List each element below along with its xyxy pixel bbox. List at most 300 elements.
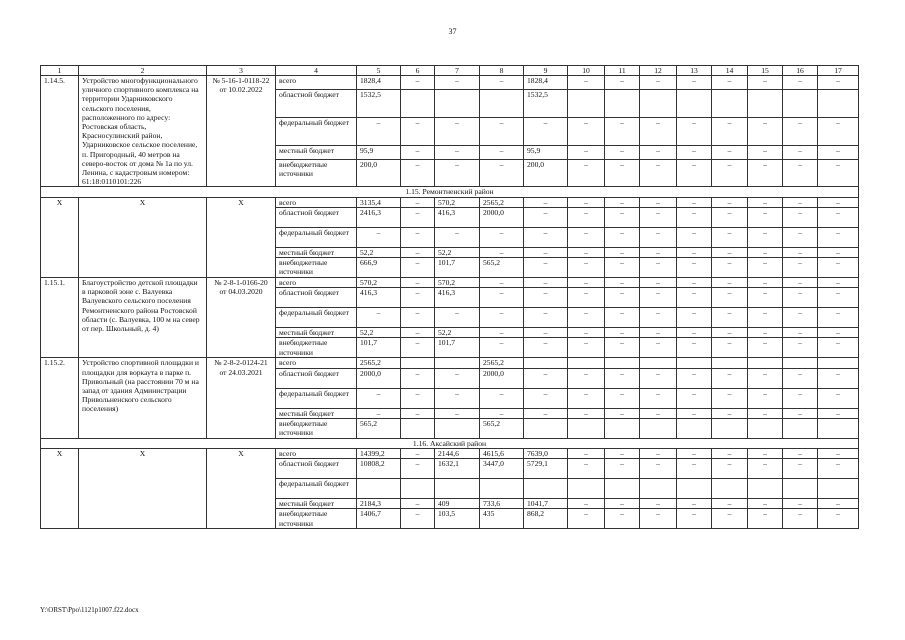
header-cell: 13 <box>677 66 712 76</box>
value-cell: – <box>401 227 435 247</box>
value-cell <box>640 358 677 368</box>
value-cell <box>568 90 605 118</box>
value-cell: – <box>677 227 712 247</box>
value-cell <box>524 418 568 438</box>
funding-source: федеральный бюджет <box>276 308 357 328</box>
document-reference: X <box>207 449 276 529</box>
document-reference: № 2-8-2-0124-21 от 24.03.2021 <box>207 358 276 438</box>
value-cell: – <box>480 388 524 408</box>
value-cell: – <box>435 308 480 328</box>
value-cell: 200,0 <box>357 159 401 187</box>
value-cell: – <box>748 207 783 227</box>
value-cell: – <box>605 308 640 328</box>
table-row <box>41 76 859 90</box>
value-cell: – <box>524 408 568 418</box>
value-cell: – <box>712 288 748 308</box>
funding-source: местный бюджет <box>276 247 357 257</box>
value-cell: 3135,4 <box>357 197 401 207</box>
value-cell: – <box>640 408 677 418</box>
value-cell: – <box>524 227 568 247</box>
value-cell: – <box>401 76 435 90</box>
value-cell: – <box>568 278 605 288</box>
value-cell: – <box>748 258 783 278</box>
value-cell: – <box>712 368 748 388</box>
value-cell: 2565,2 <box>480 197 524 207</box>
value-cell: – <box>818 76 859 90</box>
funding-source: областной бюджет <box>276 288 357 308</box>
value-cell: – <box>401 258 435 278</box>
value-cell: – <box>605 159 640 187</box>
value-cell: 1041,7 <box>524 499 568 509</box>
value-cell: – <box>401 207 435 227</box>
value-cell <box>401 418 435 438</box>
table-row <box>41 278 859 288</box>
funding-source: федеральный бюджет <box>276 479 357 499</box>
value-cell: – <box>401 308 435 328</box>
value-cell: – <box>640 328 677 338</box>
section-title: 1.15. Ремонтненский район <box>41 187 859 197</box>
value-cell: – <box>568 145 605 159</box>
value-cell: – <box>783 368 818 388</box>
funding-source: всего <box>276 278 357 288</box>
value-cell: – <box>568 117 605 145</box>
value-cell: – <box>712 159 748 187</box>
value-cell <box>401 90 435 118</box>
value-cell <box>712 479 748 499</box>
value-cell: 435 <box>480 509 524 529</box>
value-cell: 2184,3 <box>357 499 401 509</box>
value-cell: – <box>677 408 712 418</box>
value-cell: – <box>401 247 435 257</box>
value-cell: – <box>480 278 524 288</box>
value-cell: 10808,2 <box>357 459 401 479</box>
value-cell: – <box>677 308 712 328</box>
value-cell: 1532,5 <box>357 90 401 118</box>
value-cell: – <box>677 338 712 358</box>
value-cell: – <box>401 408 435 418</box>
funding-source: внебюджетные источники <box>276 509 357 529</box>
value-cell <box>605 479 640 499</box>
funding-source: всего <box>276 449 357 459</box>
value-cell: – <box>677 388 712 408</box>
value-cell: – <box>568 76 605 90</box>
funding-source: всего <box>276 76 357 90</box>
value-cell: 2565,2 <box>357 358 401 368</box>
value-cell: – <box>712 197 748 207</box>
value-cell: – <box>524 278 568 288</box>
value-cell: – <box>712 308 748 328</box>
value-cell: – <box>677 117 712 145</box>
value-cell: 7639,0 <box>524 449 568 459</box>
value-cell <box>435 90 480 118</box>
value-cell: – <box>677 197 712 207</box>
value-cell: – <box>568 499 605 509</box>
item-number: 1.14.5. <box>41 76 79 187</box>
value-cell: 565,2 <box>480 258 524 278</box>
item-number: X <box>41 197 79 277</box>
value-cell: – <box>480 408 524 418</box>
value-cell: – <box>640 207 677 227</box>
value-cell <box>435 358 480 368</box>
value-cell <box>748 90 783 118</box>
value-cell: 5729,1 <box>524 459 568 479</box>
value-cell: – <box>818 449 859 459</box>
value-cell: – <box>568 308 605 328</box>
header-cell: 3 <box>207 66 276 76</box>
funding-source: местный бюджет <box>276 145 357 159</box>
value-cell: – <box>568 258 605 278</box>
funding-source: внебюджетные источники <box>276 159 357 187</box>
value-cell: – <box>748 117 783 145</box>
value-cell: – <box>783 388 818 408</box>
value-cell: – <box>818 338 859 358</box>
header-cell: 6 <box>401 66 435 76</box>
value-cell <box>640 479 677 499</box>
value-cell: – <box>605 207 640 227</box>
value-cell <box>818 479 859 499</box>
funding-source: всего <box>276 358 357 368</box>
value-cell: 1828,4 <box>524 76 568 90</box>
value-cell: – <box>818 328 859 338</box>
value-cell: – <box>818 368 859 388</box>
value-cell: – <box>605 117 640 145</box>
value-cell: – <box>401 499 435 509</box>
value-cell: – <box>677 459 712 479</box>
value-cell: – <box>605 197 640 207</box>
value-cell: – <box>568 388 605 408</box>
value-cell: – <box>748 308 783 328</box>
value-cell: – <box>480 159 524 187</box>
value-cell: – <box>783 499 818 509</box>
value-cell: 4615,6 <box>480 449 524 459</box>
value-cell: – <box>480 308 524 328</box>
value-cell: – <box>640 499 677 509</box>
value-cell <box>783 90 818 118</box>
value-cell: – <box>524 207 568 227</box>
value-cell: – <box>605 368 640 388</box>
value-cell: – <box>357 117 401 145</box>
value-cell: – <box>357 308 401 328</box>
header-cell: 4 <box>276 66 357 76</box>
value-cell: 1828,4 <box>357 76 401 90</box>
value-cell: – <box>401 278 435 288</box>
header-cell: 15 <box>748 66 783 76</box>
value-cell: – <box>712 247 748 257</box>
funding-source: местный бюджет <box>276 328 357 338</box>
section-header-row <box>41 438 859 448</box>
value-cell: – <box>677 159 712 187</box>
value-cell: – <box>568 449 605 459</box>
value-cell: 570,2 <box>435 278 480 288</box>
value-cell: – <box>677 368 712 388</box>
value-cell: – <box>568 247 605 257</box>
value-cell: – <box>712 117 748 145</box>
value-cell: – <box>748 145 783 159</box>
value-cell: – <box>568 509 605 529</box>
value-cell: 200,0 <box>524 159 568 187</box>
header-cell: 11 <box>605 66 640 76</box>
column-number-header <box>41 66 859 76</box>
object-name: Устройство спортивной площадки и площадки для воркаута в парке п. Привольный (на расстоянии 70 м на запад от здания Администрации Привольненского сельского поселения) <box>79 358 207 438</box>
value-cell: – <box>640 308 677 328</box>
value-cell: – <box>524 368 568 388</box>
value-cell <box>401 479 435 499</box>
value-cell: – <box>524 328 568 338</box>
value-cell: – <box>783 509 818 529</box>
value-cell: – <box>435 145 480 159</box>
header-cell: 2 <box>79 66 207 76</box>
value-cell: – <box>783 227 818 247</box>
value-cell: – <box>605 408 640 418</box>
value-cell: – <box>748 408 783 418</box>
object-name: Благоустройство детской площадки в парковой зоне с. Валуевка Валуевского сельского поселения Ремонтненского района Ростовской области (с. Валуевка, 100 м на север от пер. Школьный, д. 4) <box>79 278 207 358</box>
value-cell: – <box>640 117 677 145</box>
value-cell <box>783 479 818 499</box>
value-cell: – <box>677 207 712 227</box>
value-cell: – <box>640 509 677 529</box>
value-cell: – <box>401 288 435 308</box>
value-cell: – <box>677 509 712 529</box>
value-cell: – <box>748 328 783 338</box>
value-cell: – <box>712 459 748 479</box>
value-cell: – <box>435 227 480 247</box>
document-reference: X <box>207 197 276 277</box>
value-cell: 103,5 <box>435 509 480 529</box>
value-cell: – <box>524 117 568 145</box>
value-cell: 14399,2 <box>357 449 401 459</box>
funding-source: областной бюджет <box>276 368 357 388</box>
value-cell <box>435 479 480 499</box>
value-cell: – <box>818 388 859 408</box>
funding-source: всего <box>276 197 357 207</box>
value-cell: – <box>568 197 605 207</box>
value-cell <box>748 358 783 368</box>
value-cell: 570,2 <box>357 278 401 288</box>
value-cell: – <box>435 408 480 418</box>
value-cell: – <box>712 509 748 529</box>
value-cell: 2416,3 <box>357 207 401 227</box>
value-cell <box>568 479 605 499</box>
value-cell: – <box>605 227 640 247</box>
value-cell: – <box>818 408 859 418</box>
value-cell: – <box>480 338 524 358</box>
value-cell: – <box>605 388 640 408</box>
value-cell: – <box>818 278 859 288</box>
value-cell: – <box>640 338 677 358</box>
value-cell: – <box>640 368 677 388</box>
value-cell: 416,3 <box>357 288 401 308</box>
value-cell: – <box>783 247 818 257</box>
value-cell: – <box>783 328 818 338</box>
value-cell: – <box>783 459 818 479</box>
value-cell: – <box>568 368 605 388</box>
value-cell: 52,2 <box>357 328 401 338</box>
value-cell: – <box>480 145 524 159</box>
value-cell <box>818 418 859 438</box>
value-cell: 565,2 <box>480 418 524 438</box>
value-cell: – <box>640 247 677 257</box>
value-cell <box>480 479 524 499</box>
value-cell <box>401 358 435 368</box>
value-cell: – <box>568 207 605 227</box>
value-cell: – <box>818 308 859 328</box>
value-cell: – <box>818 159 859 187</box>
value-cell: – <box>640 449 677 459</box>
value-cell: – <box>640 288 677 308</box>
value-cell: – <box>640 145 677 159</box>
value-cell: – <box>748 368 783 388</box>
value-cell: – <box>748 449 783 459</box>
header-cell: 17 <box>818 66 859 76</box>
value-cell: – <box>677 145 712 159</box>
funding-source: федеральный бюджет <box>276 117 357 145</box>
value-cell: – <box>712 278 748 288</box>
value-cell: – <box>480 247 524 257</box>
value-cell: – <box>818 227 859 247</box>
value-cell <box>524 358 568 368</box>
value-cell: 3447,0 <box>480 459 524 479</box>
value-cell: – <box>435 159 480 187</box>
value-cell <box>712 418 748 438</box>
value-cell: – <box>640 278 677 288</box>
value-cell: – <box>748 338 783 358</box>
value-cell: – <box>748 197 783 207</box>
value-cell: – <box>748 388 783 408</box>
object-name: X <box>79 449 207 529</box>
header-cell: 10 <box>568 66 605 76</box>
funding-source: федеральный бюджет <box>276 227 357 247</box>
table-row <box>41 197 859 207</box>
header-cell: 14 <box>712 66 748 76</box>
value-cell: 666,9 <box>357 258 401 278</box>
value-cell: 2000,0 <box>480 368 524 388</box>
value-cell: – <box>524 258 568 278</box>
value-cell <box>640 418 677 438</box>
footer-file-path: Y:\ORST\Ppo\1121p1007.f22.docx <box>40 606 139 614</box>
value-cell: – <box>401 159 435 187</box>
value-cell: – <box>568 338 605 358</box>
value-cell: – <box>748 499 783 509</box>
value-cell: – <box>783 207 818 227</box>
value-cell: – <box>401 459 435 479</box>
value-cell: – <box>712 145 748 159</box>
value-cell: 101,7 <box>357 338 401 358</box>
value-cell: – <box>480 288 524 308</box>
value-cell: – <box>605 76 640 90</box>
value-cell: – <box>435 76 480 90</box>
value-cell: – <box>357 388 401 408</box>
funding-source: федеральный бюджет <box>276 388 357 408</box>
value-cell: – <box>748 459 783 479</box>
value-cell: – <box>712 388 748 408</box>
value-cell: 1532,5 <box>524 90 568 118</box>
value-cell: – <box>783 278 818 288</box>
value-cell <box>605 418 640 438</box>
value-cell <box>568 418 605 438</box>
value-cell: – <box>748 509 783 529</box>
value-cell <box>480 90 524 118</box>
value-cell: – <box>605 459 640 479</box>
value-cell <box>748 418 783 438</box>
value-cell: 409 <box>435 499 480 509</box>
value-cell: – <box>712 499 748 509</box>
value-cell: – <box>435 388 480 408</box>
value-cell: – <box>748 227 783 247</box>
value-cell: – <box>568 227 605 247</box>
value-cell <box>748 479 783 499</box>
value-cell: 1632,1 <box>435 459 480 479</box>
value-cell: – <box>677 278 712 288</box>
value-cell: – <box>605 247 640 257</box>
table-row <box>41 358 859 368</box>
value-cell: – <box>818 288 859 308</box>
value-cell: – <box>783 145 818 159</box>
value-cell: – <box>818 207 859 227</box>
value-cell <box>783 358 818 368</box>
value-cell: – <box>818 459 859 479</box>
value-cell: – <box>357 227 401 247</box>
value-cell: – <box>568 459 605 479</box>
value-cell: 2565,2 <box>480 358 524 368</box>
value-cell: – <box>712 449 748 459</box>
value-cell <box>524 479 568 499</box>
value-cell: – <box>677 499 712 509</box>
section-header-row <box>41 187 859 197</box>
value-cell: – <box>640 258 677 278</box>
value-cell: – <box>677 76 712 90</box>
value-cell: 101,7 <box>435 258 480 278</box>
value-cell: – <box>605 509 640 529</box>
header-cell: 9 <box>524 66 568 76</box>
value-cell: – <box>677 449 712 459</box>
value-cell: – <box>568 159 605 187</box>
value-cell <box>677 90 712 118</box>
value-cell: – <box>818 258 859 278</box>
item-number: X <box>41 449 79 529</box>
value-cell <box>677 479 712 499</box>
value-cell: – <box>605 258 640 278</box>
value-cell: 868,2 <box>524 509 568 529</box>
value-cell: – <box>605 328 640 338</box>
value-cell: – <box>712 76 748 90</box>
value-cell: – <box>401 117 435 145</box>
funding-source: областной бюджет <box>276 90 357 118</box>
value-cell: – <box>568 328 605 338</box>
value-cell: 416,3 <box>435 207 480 227</box>
value-cell: – <box>748 159 783 187</box>
value-cell: – <box>640 159 677 187</box>
value-cell <box>357 479 401 499</box>
value-cell: – <box>818 117 859 145</box>
value-cell: – <box>524 197 568 207</box>
header-cell: 1 <box>41 66 79 76</box>
value-cell: 416,3 <box>435 288 480 308</box>
value-cell: 52,2 <box>435 247 480 257</box>
table-row <box>41 449 859 459</box>
value-cell: 95,9 <box>524 145 568 159</box>
value-cell: – <box>480 76 524 90</box>
value-cell: – <box>480 227 524 247</box>
value-cell: – <box>677 328 712 338</box>
budget-table <box>40 65 859 529</box>
value-cell: – <box>783 159 818 187</box>
value-cell: – <box>783 408 818 418</box>
value-cell <box>818 358 859 368</box>
value-cell: – <box>640 227 677 247</box>
section-title: 1.16. Аксайский район <box>41 438 859 448</box>
value-cell <box>640 90 677 118</box>
value-cell: – <box>640 76 677 90</box>
